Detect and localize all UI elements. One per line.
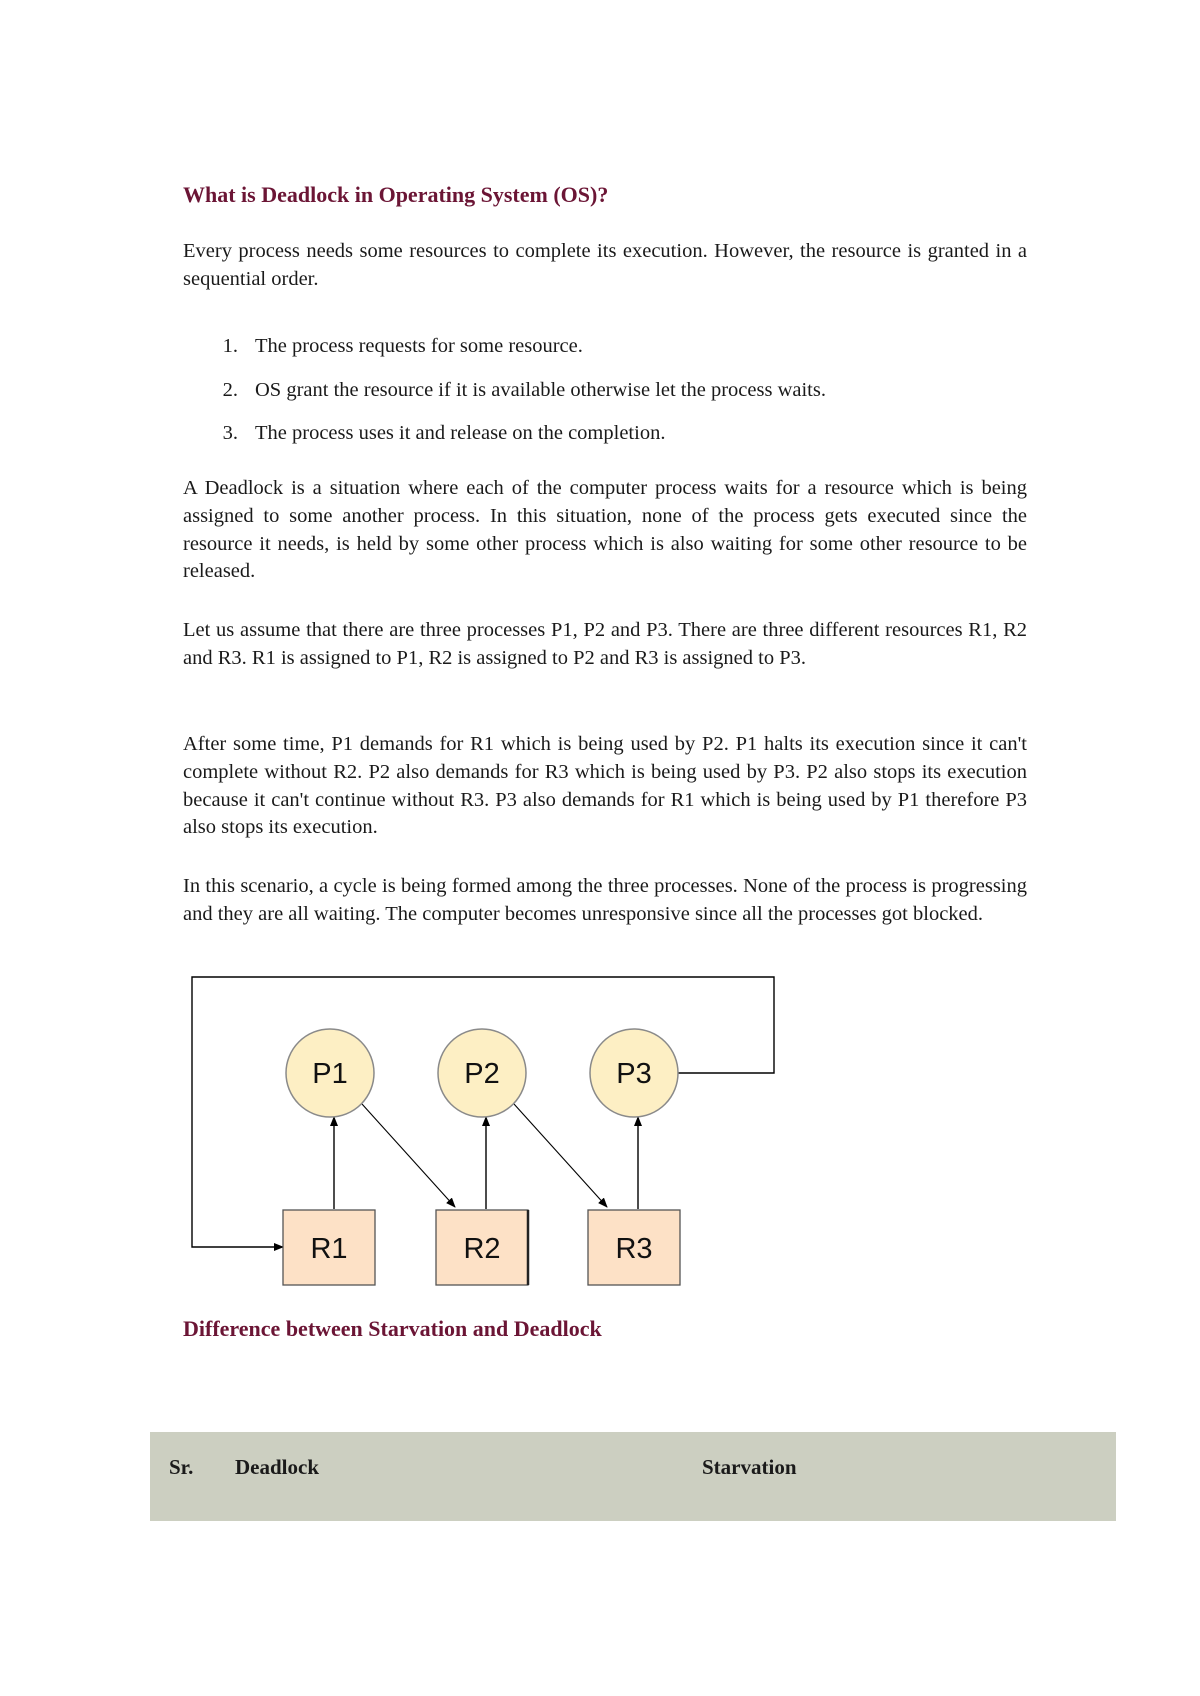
process-label-p2: P2 xyxy=(464,1058,500,1090)
arrow-p1-to-r2 xyxy=(362,1104,455,1207)
steps-list xyxy=(183,333,1027,464)
resource-node-r2 xyxy=(436,1210,528,1285)
assumption-paragraph: Let us assume that there are three processes P1, P2 and P3. There are three different resources R1, R2 and R3. R1 is assigned to P1, R2 is assigned to P2 and R3 is assigned to P3. xyxy=(183,619,1027,669)
intro-paragraph: Every process needs some resources to complete its execution. However, the resource is granted in a sequential order. xyxy=(183,240,1027,290)
arrow-p2-to-r3 xyxy=(514,1104,607,1207)
comparison-table-header xyxy=(150,1432,1116,1521)
after-paragraph: After some time, P1 demands for R1 which is being used by P2. P1 halts its execution since it can't complete without R2. P2 also demands for R3 which is being used by P3. P2 also stops its execution because it can't continue without R3. P3 also demands for R1 which is being used by P1 therefore P3 also stops its execution. xyxy=(183,733,1027,839)
list-item-text: The process requests for some resource. xyxy=(255,335,583,357)
list-item-text: OS grant the resource if it is available otherwise let the process waits. xyxy=(255,378,826,401)
deadlock-cycle-diagram xyxy=(185,975,785,1300)
section-heading: Difference between Starvation and Deadlock xyxy=(183,1316,602,1341)
process-label-p1: P1 xyxy=(312,1058,348,1090)
process-node-p2 xyxy=(438,1029,526,1117)
list-item xyxy=(183,333,1027,377)
table-header-starvation: Starvation xyxy=(702,1455,797,1479)
list-item-number: 2. xyxy=(222,378,238,401)
list-item xyxy=(183,377,1027,421)
resource-label-r3: R3 xyxy=(615,1233,653,1265)
table-header-deadlock: Deadlock xyxy=(235,1455,319,1479)
process-label-p3: P3 xyxy=(616,1058,652,1090)
list-item xyxy=(183,420,1027,464)
list-item-text: The process uses it and release on the completion. xyxy=(255,422,666,444)
page-title: What is Deadlock in Operating System (OS)? xyxy=(183,182,609,207)
scenario-paragraph: In this scenario, a cycle is being formed among the three processes. None of the process is progressing and they are all waiting. The computer becomes unresponsive since all the processes got blocked. xyxy=(183,875,1027,925)
resource-node-r1 xyxy=(283,1210,375,1285)
resource-label-r1: R1 xyxy=(310,1233,348,1265)
list-item-number: 1. xyxy=(222,335,238,357)
table-header-sr: Sr. xyxy=(169,1455,194,1479)
resource-node-r3 xyxy=(588,1210,680,1285)
list-item-number: 3. xyxy=(222,422,238,444)
definition-paragraph: A Deadlock is a situation where each of the computer process waits for a resource which is being assigned to some another process. In this situation, none of the process gets executed since the resource it needs, is held by some other process which is also waiting for some other resource to be released. xyxy=(183,477,1027,583)
resource-label-r2: R2 xyxy=(463,1233,501,1265)
process-node-p1 xyxy=(286,1029,374,1117)
process-node-p3 xyxy=(590,1029,678,1117)
